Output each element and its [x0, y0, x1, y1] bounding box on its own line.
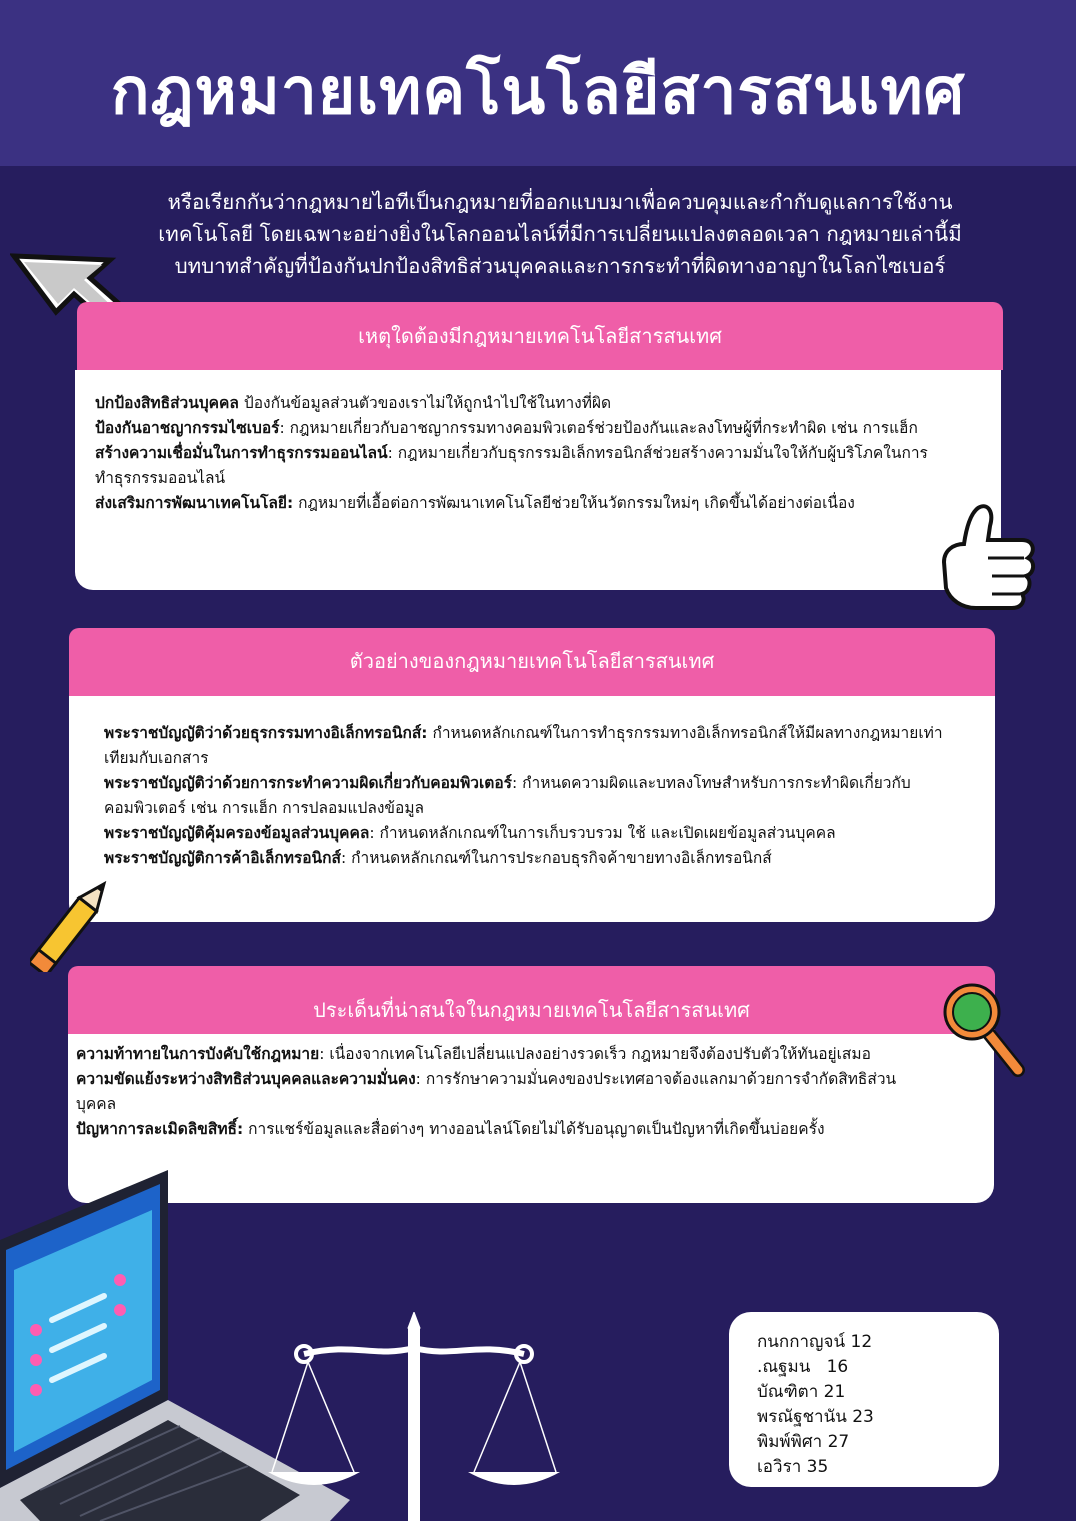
section3-heading: [68, 966, 995, 1034]
list-item: [95, 416, 931, 441]
list-item: [76, 1117, 929, 1142]
member-name: พรณัฐชานัน 23: [757, 1407, 874, 1427]
intro-line: เทคโนโลยี โดยเฉพาะอย่างยิ่งในโลกออนไลน์ที่มีการเปลี่ยนแปลงตลอดเวลา กฎหมายเล่านี้มี: [158, 222, 962, 246]
item-desc: : กำหนดหลักเกณฑ์ในการประกอบธุรกิจค้าขายทางอิเล็กทรอนิกส์: [341, 849, 772, 867]
section2-heading: [69, 628, 995, 696]
item-term: พระราชบัญญัติคุ้มครองข้อมูลส่วนบุคคล: [104, 824, 370, 842]
list-item: [95, 441, 931, 491]
item-desc: : กฎหมายเกี่ยวกับธุรกรรมอิเล็กทรอนิกส์ช่วยสร้างความมั่นใจให้กับผู้บริโภคในการทำธุรกรรมออนไลน์: [95, 444, 928, 487]
section2-body: [69, 696, 995, 922]
page-title: กฎหมายเทคโนโลยีสารสนเทศ: [110, 55, 966, 129]
section1-body: [75, 370, 1001, 590]
item-term: ปกป้องสิทธิส่วนบุคคล: [95, 394, 239, 412]
item-desc: กฎหมายที่เอื้อต่อการพัฒนาเทคโนโลยีช่วยให้นวัตกรรมใหม่ๆ เกิดขึ้นได้อย่างต่อเนื่อง: [293, 494, 855, 512]
item-desc: : กฎหมายเกี่ยวกับอาชญากรรมทางคอมพิวเตอร์ช่วยป้องกันและลงโทษผู้ที่กระทำผิด เช่น การแฮ็ก: [279, 419, 918, 437]
section1-heading: [77, 302, 1003, 370]
member-name: เอวิรา 35: [757, 1457, 829, 1477]
intro-line: หรือเรียกกันว่ากฎหมายไอทีเป็นกฎหมายที่ออกแบบมาเพื่อควบคุมและกำกับดูแลการใช้งาน: [167, 190, 953, 214]
thumbs-up-icon: [936, 500, 1040, 612]
list-item: [76, 1067, 929, 1117]
item-desc: : กำหนดความผิดและบทลงโทษสำหรับการกระทำผิดเกี่ยวกับคอมพิวเตอร์ เช่น การแฮ็ก การปลอมแปลงข้อมูล: [104, 774, 911, 817]
item-term: พระราชบัญญัติว่าด้วยการกระทำความผิดเกี่ยวกับคอมพิวเตอร์: [104, 774, 513, 792]
section2-heading-text: ตัวอย่างของกฎหมายเทคโนโลยีสารสนเทศ: [349, 649, 715, 673]
item-term: ป้องกันอาชญากรรมไซเบอร์: [95, 419, 280, 437]
item-term: พระราชบัญญัติการค้าอิเล็กทรอนิกส์: [104, 849, 342, 867]
member-name: กนกกาญจน์ 12: [757, 1332, 873, 1352]
list-item: [95, 391, 931, 416]
scales-icon: [264, 1312, 564, 1521]
members-box: [729, 1312, 999, 1487]
list-item: [104, 771, 945, 821]
item-desc: : กำหนดหลักเกณฑ์ในการเก็บรวบรวม ใช้ และเปิดเผยข้อมูลส่วนบุคคล: [369, 824, 836, 842]
pencil-icon: [30, 870, 120, 972]
item-term: ความขัดแย้งระหว่างสิทธิส่วนบุคคลและความมั่นคง: [76, 1070, 416, 1088]
member-name: .ณฐมน 16: [757, 1357, 849, 1377]
list-item: [104, 721, 945, 771]
item-term: พระราชบัญญัติว่าด้วยธุรกรรมทางอิเล็กทรอนิกส์:: [104, 724, 428, 742]
item-desc: ป้องกันข้อมูลส่วนตัวของเราไม่ให้ถูกนำไปใช้ในทางที่ผิด: [238, 394, 612, 412]
item-desc: : การรักษาความมั่นคงของประเทศอาจต้องแลกมาด้วยการจำกัดสิทธิส่วนบุคคล: [76, 1070, 897, 1113]
item-term: ส่งเสริมการพัฒนาเทคโนโลยี:: [95, 494, 294, 512]
item-desc: การแชร์ข้อมูลและสื่อต่างๆ ทางออนไลน์โดยไม่ได้รับอนุญาตเป็นปัญหาที่เกิดขึ้นบ่อยครั้ง: [243, 1120, 825, 1138]
list-item: [104, 821, 945, 846]
magnifier-icon: [940, 980, 1030, 1080]
list-item: [76, 1042, 929, 1067]
intro-line: บทบาทสำคัญที่ป้องกันปกป้องสิทธิส่วนบุคคลและการกระทำที่ผิดทางอาญาในโลกไซเบอร์: [174, 254, 946, 278]
item-term: ความท้าทายในการบังคับใช้กฎหมาย: [76, 1045, 320, 1063]
list-item: [104, 846, 945, 871]
list-item: [95, 491, 931, 516]
section3-heading-text: ประเด็นที่น่าสนใจในกฎหมายเทคโนโลยีสารสนเทศ: [313, 998, 750, 1022]
section1-heading-text: เหตุใดต้องมีกฎหมายเทคโนโลยีสารสนเทศ: [358, 324, 722, 348]
member-name: บัณฑิตา 21: [757, 1382, 846, 1402]
member-name: พิมพ์พิศา 27: [757, 1432, 850, 1452]
item-desc: กำหนดหลักเกณฑ์ในการทำธุรกรรมทางอิเล็กทรอนิกส์ให้มีผลทางกฎหมายเท่าเทียมกับเอกสาร: [104, 724, 943, 767]
item-term: สร้างความเชื่อมั่นในการทำธุรกรรมออนไลน์: [95, 444, 388, 462]
intro-paragraph: [100, 186, 1020, 282]
item-desc: : เนื่องจากเทคโนโลยีเปลี่ยนแปลงอย่างรวดเร็ว กฎหมายจึงต้องปรับตัวให้ทันอยู่เสมอ: [319, 1045, 871, 1063]
item-term: ปัญหาการละเมิดลิขสิทธิ์:: [76, 1120, 244, 1138]
